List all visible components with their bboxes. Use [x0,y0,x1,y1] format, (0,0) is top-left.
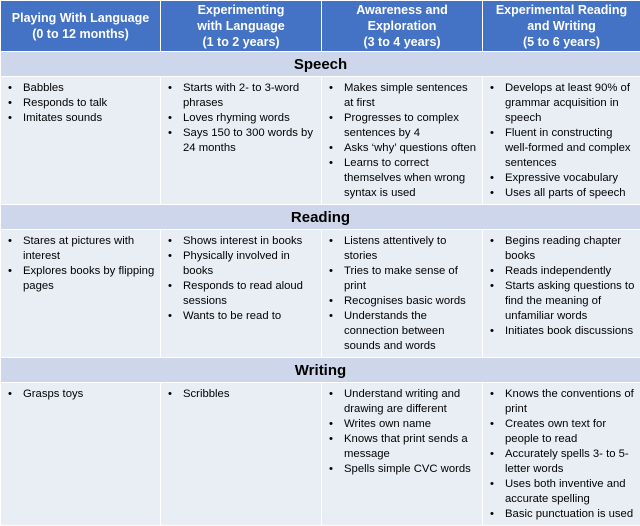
section-header-row [1,52,640,77]
list-item: • Understands the connection between sounds and words [344,309,480,354]
column-header: Awareness and Exploration (3 to 4 years) [322,1,483,52]
list-item: • Listens attentively to stories [344,234,480,264]
list-item: • Accurately spells 3- to 5-letter words [505,447,638,477]
milestone-list [161,230,321,327]
milestone-list [483,230,640,342]
list-item: • Reads independently [505,264,638,279]
list-item: • Spells simple CVC words [344,462,480,477]
list-item: • Basic punctuation is used [505,507,638,522]
list-item: • Grasps toys [23,387,158,402]
list-item: • Recognises basic words [344,294,480,309]
list-item: • Knows that print sends a message [344,432,480,462]
list-item: • Stares at pictures with interest [23,234,158,264]
list-item: • Shows interest in books [183,234,319,249]
list-item: • Explores books by flipping pages [23,264,158,294]
list-item: • Learns to correct themselves when wrong syntax is used [344,156,480,201]
list-item: • Loves rhyming words [183,111,319,126]
milestone-cell [1,383,161,526]
milestone-list [322,77,482,204]
list-item: • Understand writing and drawing are different [344,387,480,417]
milestone-cell [1,77,161,205]
list-item: • Fluent in constructing well-formed and complex sentences [505,126,638,171]
list-item: • Starts with 2- to 3-word phrases [183,81,319,111]
list-item: • Creates own text for people to read [505,417,638,447]
list-item: • Develops at least 90% of grammar acquisition in speech [505,81,638,126]
milestone-cell [483,77,640,205]
list-item: • Physically involved in books [183,249,319,279]
milestone-cell [322,230,483,358]
list-item: • Scribbles [183,387,319,402]
list-item: • Starts asking questions to find the meaning of unfamiliar words [505,279,638,324]
milestone-list [322,383,482,480]
column-header: Experimental Reading and Writing (5 to 6 years) [483,1,640,52]
milestone-list [1,230,160,297]
list-item: • Tries to make sense of print [344,264,480,294]
list-item: • Asks ‘why’ questions often [344,141,480,156]
section-header-row [1,205,640,230]
section-title: Writing [1,358,640,383]
milestone-cell [161,230,322,358]
section-content-row [1,383,640,526]
list-item: • Makes simple sentences at first [344,81,480,111]
section-content-row [1,77,640,205]
milestone-cell [322,383,483,526]
list-item: • Begins reading chapter books [505,234,638,264]
list-item: • Uses both inventive and accurate spelling [505,477,638,507]
milestone-list [322,230,482,357]
column-header: Playing With Language (0 to 12 months) [1,1,161,52]
column-header: Experimenting with Language (1 to 2 years) [161,1,322,52]
list-item: • Responds to talk [23,96,158,111]
milestone-list [161,383,321,405]
milestone-cell [161,77,322,205]
list-item: • Babbles [23,81,158,96]
section-title: Speech [1,52,640,77]
milestone-list [483,77,640,204]
section-content-row [1,230,640,358]
milestone-cell [1,230,161,358]
list-item: • Writes own name [344,417,480,432]
list-item: • Imitates sounds [23,111,158,126]
milestone-cell [483,230,640,358]
milestone-list [483,383,640,525]
list-item: • Says 150 to 300 words by 24 months [183,126,319,156]
list-item: • Expressive vocabulary [505,171,638,186]
list-item: • Initiates book discussions [505,324,638,339]
milestone-list [161,77,321,159]
milestone-cell [483,383,640,526]
list-item: • Responds to read aloud sessions [183,279,319,309]
header-row [1,1,640,52]
list-item: • Progresses to complex sentences by 4 [344,111,480,141]
section-header-row [1,358,640,383]
milestone-cell [161,383,322,526]
milestone-cell [322,77,483,205]
section-title: Reading [1,205,640,230]
milestone-list [1,77,160,129]
list-item: • Knows the conventions of print [505,387,638,417]
list-item: • Uses all parts of speech [505,186,638,201]
milestone-list [1,383,160,405]
list-item: • Wants to be read to [183,309,319,324]
